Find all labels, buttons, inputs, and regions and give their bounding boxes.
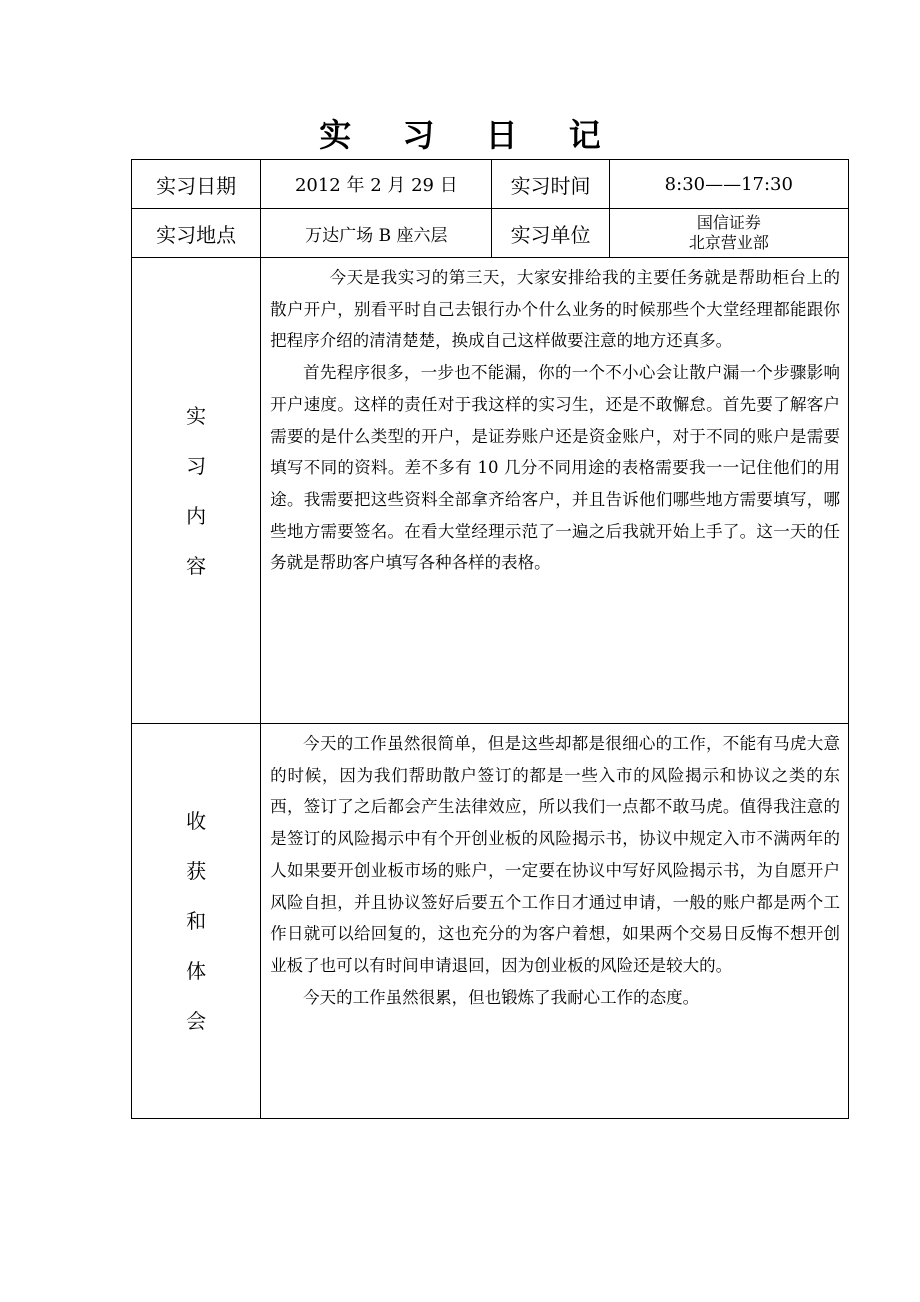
content-label-char: 实 xyxy=(186,403,207,428)
harvest-label-char: 收 xyxy=(186,809,207,833)
date-value: 2012 年 2 月 29 日 xyxy=(261,160,492,209)
page-title: 实 习 日 记 xyxy=(319,116,621,154)
harvest-row xyxy=(132,724,849,1119)
place-value: 万达广场 B 座六层 xyxy=(261,209,492,258)
harvest-label-char: 会 xyxy=(186,1009,207,1033)
unit-value-line2: 北京营业部 xyxy=(688,233,769,252)
unit-label: 实习单位 xyxy=(492,209,609,258)
diary-table xyxy=(131,159,849,1119)
time-value: 8:30——17:30 xyxy=(609,160,848,209)
content-paragraph: 今天是我实习的第三天，大家安排给我的主要任务就是帮助柜台上的散户开户，别看平时自己去银行办个什么业务的时候那些个大堂经理都能跟你把程序介绍的清清楚楚，换成自己这样做要注意的地方还真多。 xyxy=(270,268,840,351)
content-label-char: 内 xyxy=(186,503,207,528)
harvest-label-char: 和 xyxy=(186,909,207,933)
harvest-label-char: 获 xyxy=(186,859,207,883)
place-row xyxy=(132,209,849,258)
content-label-char: 习 xyxy=(186,453,207,478)
unit-value xyxy=(609,209,848,258)
harvest-paragraph: 今天的工作虽然很累，但也锻炼了我耐心工作的态度。 xyxy=(303,987,700,1007)
content-row xyxy=(132,258,849,724)
date-row xyxy=(132,160,849,209)
content-label xyxy=(132,258,261,724)
harvest-label xyxy=(132,724,261,1119)
content-paragraph: 首先程序很多，一步也不能漏，你的一个不小心会让散户漏一个步骤影响开户速度。这样的责任对于我这样的实习生，还是不敢懈怠。首先要了解客户需要的是什么类型的开户，是证券账户还是资金账户，对于不同的账户是需要填写不同的资料。差不多有 10 几分不同用途的表格需要我一一记住他们的用途。我需要把这些资料全部拿齐给客户，并且告诉他们哪些地方需要填写，哪些地方需要签名。在看大堂经理示范了一遍之后我就开始上手了。这一天的任务就是帮助客户填写各种各样的表格。 xyxy=(270,363,840,573)
harvest-body xyxy=(261,724,849,1119)
unit-value-line1: 国信证券 xyxy=(696,213,761,232)
content-body xyxy=(261,258,849,724)
content-label-char: 容 xyxy=(186,553,207,578)
harvest-label-char: 体 xyxy=(186,959,207,983)
harvest-paragraph: 今天的工作虽然很简单，但是这些却都是很细心的工作，不能有马虎大意的时候，因为我们帮助散户签订的都是一些入市的风险揭示和协议之类的东西，签订了之后都会产生法律效应，所以我们一点都不敢马虎。值得我注意的是签订的风险揭示中有个开创业板的风险揭示书，协议中规定入市不满两年的人如果要开创业板市场的账户，一定要在协议中写好风险揭示书，为自愿开户风险自担，并且协议签好后要五个工作日才通过申请，一般的账户都是两个工作日就可以给回复的，这也充分的为客户着想，如果两个交易日反悔不想开创业板了也可以有时间申请退回，因为创业板的风险还是较大的。 xyxy=(270,734,840,975)
place-label: 实习地点 xyxy=(132,209,261,258)
time-label: 实习时间 xyxy=(492,160,609,209)
date-label: 实习日期 xyxy=(132,160,261,209)
